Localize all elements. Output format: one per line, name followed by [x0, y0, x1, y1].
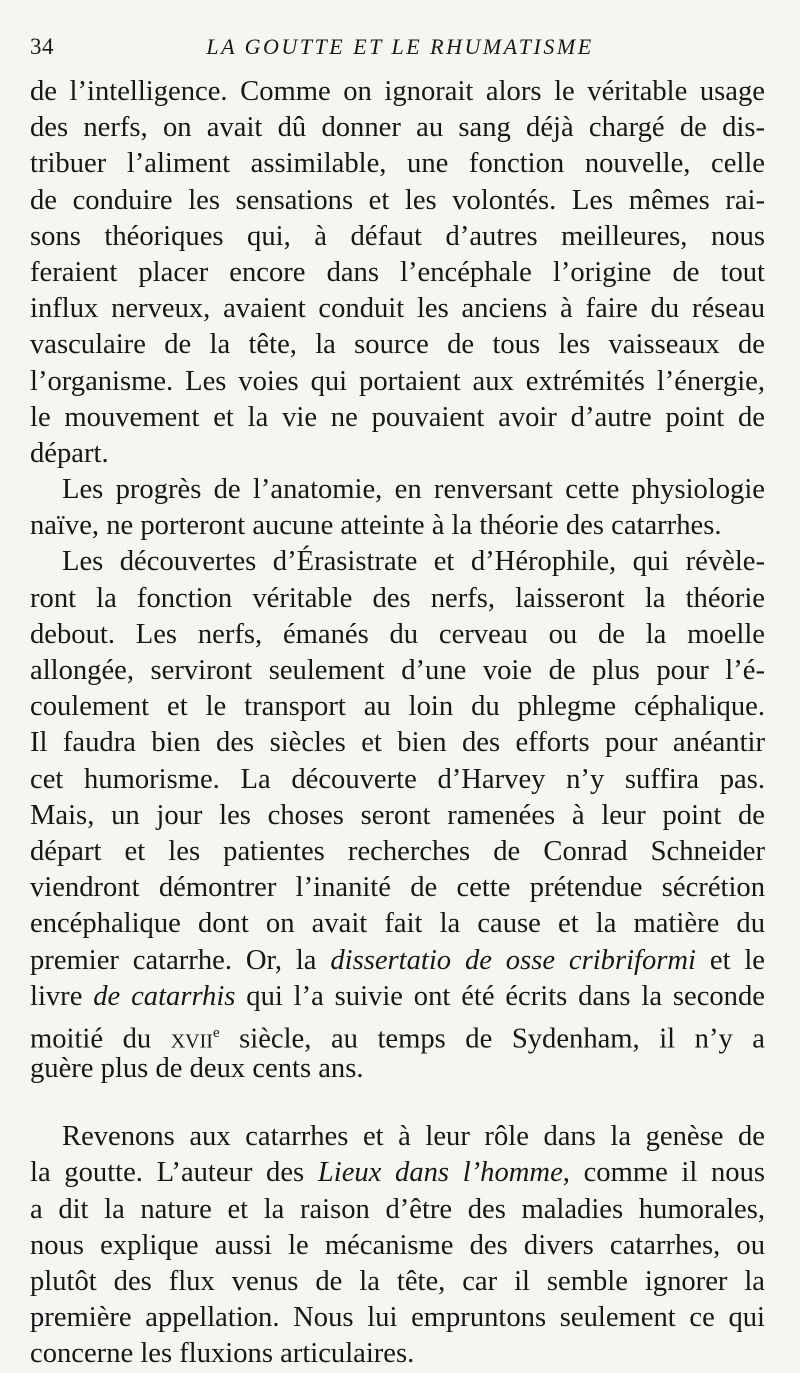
italic-title: Lieux dans l’homme: [317, 1157, 563, 1189]
text-line: [30, 943, 765, 979]
italic-title: de catarrhis: [93, 980, 236, 1012]
text-line: départ.: [30, 437, 109, 469]
text-segment: qui l’a suivie ont été écrits dans la seconde: [235, 980, 765, 1012]
page-number: 34: [30, 34, 54, 59]
text-line: Les progrès de l’anatomie, en renversant cette physiologie: [62, 474, 765, 506]
text-line: Il faudra bien des siècles et bien des efforts pour anéantir: [30, 727, 765, 759]
text-line: de l’intelligence. Comme on ignorait alors le véritable usage: [30, 76, 765, 107]
text-segment: moitié du: [30, 1023, 171, 1055]
text-line: sons théoriques qui, à défaut d’autres meilleures, nous: [30, 220, 765, 252]
text-line: feraient placer encore dans l’encéphale l’origine de tout: [30, 256, 765, 288]
text-segment: et le: [696, 944, 766, 976]
text-line: encéphalique dont on avait fait la cause et la matière du: [30, 908, 765, 940]
body-text: [30, 74, 765, 1373]
paragraph: [30, 472, 765, 544]
text-line: [30, 1015, 765, 1055]
text-line: [30, 979, 765, 1015]
paragraph: [30, 544, 765, 1087]
text-line: l’organisme. Les voies qui portaient aux extrémités l’énergie,: [30, 365, 765, 397]
paragraph: [30, 74, 765, 472]
italic-title: dissertatio de osse cribriformi: [330, 944, 697, 976]
text-line: guère plus de deux cents ans.: [30, 1053, 364, 1085]
text-line: debout. Les nerfs, émanés du cerveau ou de la moelle: [30, 618, 765, 650]
text-line: allongée, serviront seulement d’une voie de plus pour l’é-: [30, 655, 765, 686]
running-title: LA GOUTTE ET LE RHUMATISME: [206, 34, 594, 59]
text-line: concerne les fluxions articulaires.: [30, 1338, 415, 1370]
text-line: nous explique aussi le mécanisme des divers catarrhes, ou: [30, 1229, 765, 1261]
text-line: naïve, ne porteront aucune atteinte à la théorie des catarrhes.: [30, 510, 722, 542]
text-line: Les découvertes d’Érasistrate et d’Hérophile, qui révèle-: [62, 546, 765, 578]
century-numeral: xvii: [170, 1023, 213, 1055]
text-line: de conduire les sensations et les volontés. Les mêmes rai-: [30, 184, 765, 216]
text-line: le mouvement et la vie ne pouvaient avoir d’autre point de: [30, 401, 765, 433]
paragraph: [30, 1119, 765, 1372]
text-segment: la goutte. L’auteur des: [30, 1157, 318, 1189]
text-segment: , comme il nous: [562, 1157, 765, 1189]
text-segment: livre: [30, 980, 94, 1012]
page-header: [30, 34, 770, 64]
text-line: tribuer l’aliment assimilable, une fonction nouvelle, celle: [30, 148, 765, 180]
text-line: des nerfs, on avait dû donner au sang déjà chargé de dis-: [30, 112, 765, 144]
century-superscript: e: [212, 1024, 220, 1041]
text-segment: siècle, au temps de Sydenham, il n’y a: [219, 1023, 765, 1055]
text-line: plutôt des flux venus de la tête, car il semble ignorer la: [30, 1266, 765, 1297]
text-line: influx nerveux, avaient conduit les anciens à faire du réseau: [30, 293, 765, 325]
text-line: départ et les patientes recherches de Conrad Schneider: [30, 835, 765, 867]
text-line: viendront démontrer l’inanité de cette prétendue sécrétion: [30, 872, 765, 904]
text-line: première appellation. Nous lui empruntons seulement ce qui: [30, 1302, 765, 1334]
text-line: vasculaire de la tête, la source de tous les vaisseaux de: [30, 329, 765, 361]
text-line: [30, 1155, 765, 1191]
text-line: cet humorisme. La découverte d’Harvey n’y suffira pas.: [30, 763, 765, 795]
paragraph-gap: [30, 1087, 765, 1119]
text-line: coulement et le transport au loin du phlegme céphalique.: [30, 691, 765, 723]
text-line: a dit la nature et la raison d’être des maladies humorales,: [30, 1193, 765, 1225]
text-line: Revenons aux catarrhes et à leur rôle dans la genèse de: [62, 1121, 765, 1153]
text-segment: premier catarrhe. Or, la: [30, 944, 331, 976]
text-line: Mais, un jour les choses seront ramenées à leur point de: [30, 799, 765, 831]
text-line: ront la fonction véritable des nerfs, laisseront la théorie: [30, 582, 765, 614]
